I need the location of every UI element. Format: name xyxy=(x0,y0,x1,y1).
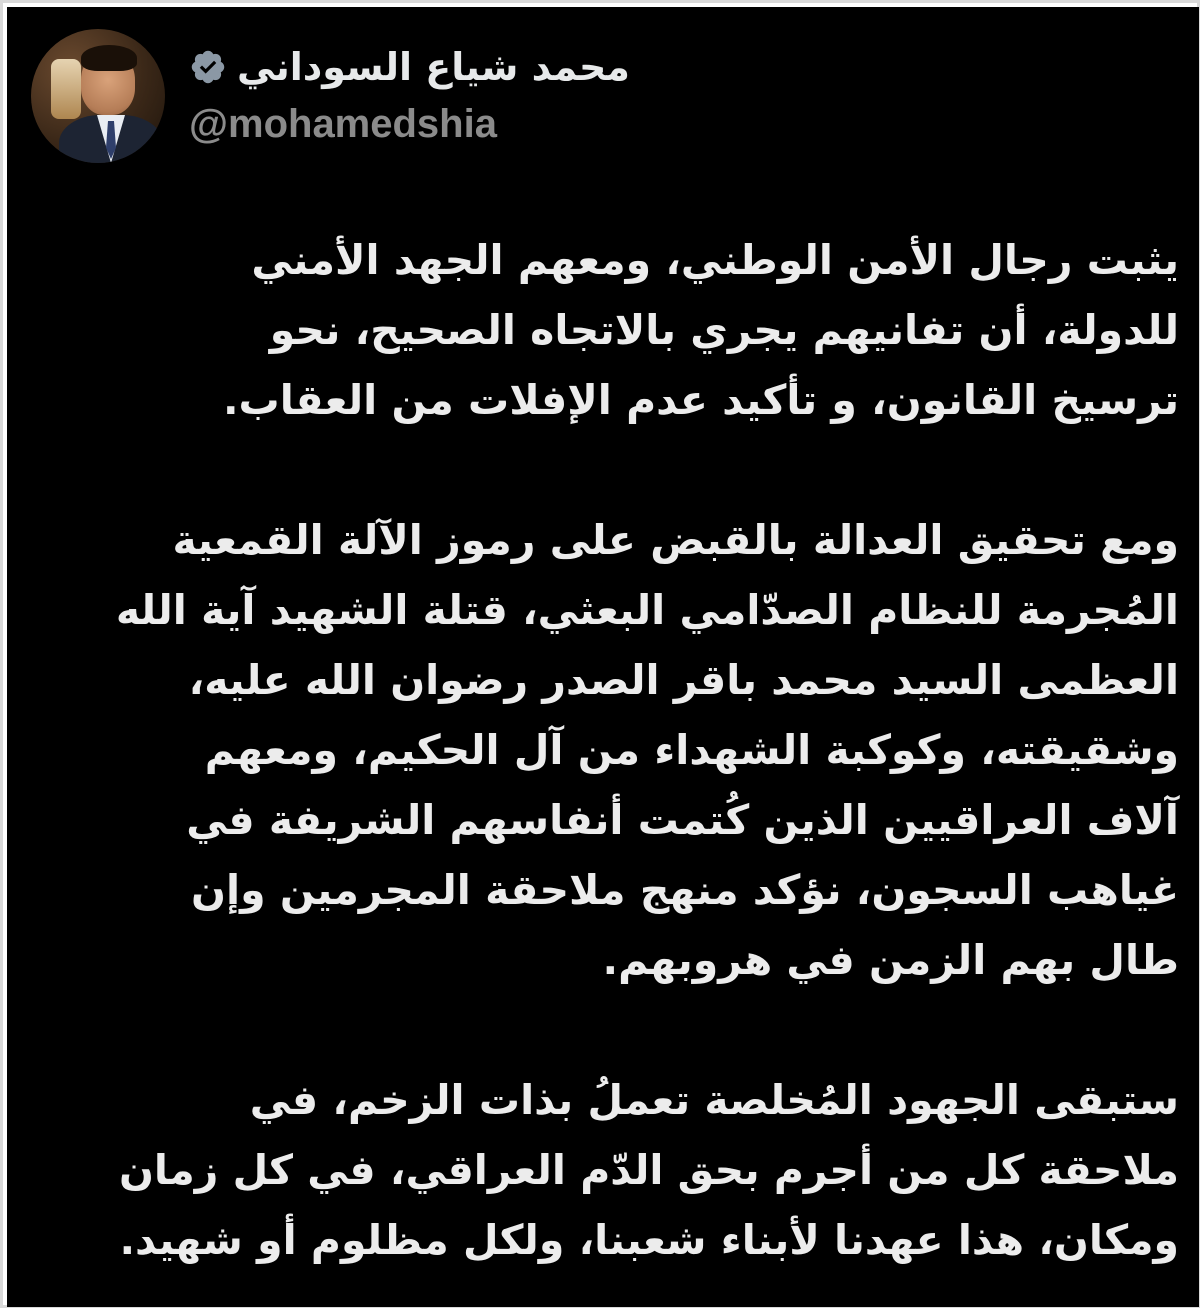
paragraph-gap xyxy=(29,435,1179,505)
tweet-line: ومكان، هذا عهدنا لأبناء شعبنا، ولكل مظلوم أو شهيد. xyxy=(119,1216,1179,1264)
tweet-line: غياهب السجون، نؤكد منهج ملاحقة المجرمين وإن xyxy=(191,866,1179,914)
tweet-line: للدولة، أن تفانيهم يجري بالاتجاه الصحيح، نحو xyxy=(269,306,1179,354)
tweet-text xyxy=(29,225,1179,1275)
author-handle[interactable]: @mohamedshia xyxy=(189,102,497,146)
tweet-line: ترسيخ القانون، و تأكيد عدم الإفلات من العقاب. xyxy=(222,376,1179,424)
tweet-line: طال بهم الزمن في هروبهم. xyxy=(602,936,1179,984)
tweet-line: العظمى السيد محمد باقر الصدر رضوان الله عليه، xyxy=(188,656,1179,704)
tweet-line: ستبقى الجهود المُخلصة تعملُ بذات الزخم، في xyxy=(249,1076,1179,1124)
tweet-line: وشقيقته، وكوكبة الشهداء من آل الحكيم، ومعهم xyxy=(204,726,1179,774)
tweet-line: يثبت رجال الأمن الوطني، ومعهم الجهد الأمني xyxy=(251,236,1179,284)
avatar-hair xyxy=(81,45,137,71)
avatar-background xyxy=(51,59,81,119)
author-display-name[interactable]: محمد شياع السوداني xyxy=(237,45,630,89)
author-info xyxy=(189,41,630,151)
tweet-header xyxy=(31,29,630,163)
tweet-line: آلاف العراقيين الذين كُتمت أنفاسهم الشريفة في xyxy=(186,796,1179,844)
tweet-paragraph-1 xyxy=(29,225,1179,435)
tweet-paragraph-2 xyxy=(29,505,1179,995)
verified-badge-icon xyxy=(189,48,227,86)
tweet-card xyxy=(7,7,1199,1307)
paragraph-gap xyxy=(29,995,1179,1065)
tweet-line: ومع تحقيق العدالة بالقبض على رموز الآلة القمعية xyxy=(172,516,1179,564)
tweet-paragraph-3 xyxy=(29,1065,1179,1275)
tweet-line: ملاحقة كل من أجرم بحق الدّم العراقي، في كل زمان xyxy=(118,1146,1179,1194)
author-avatar[interactable] xyxy=(31,29,165,163)
tweet-line: المُجرمة للنظام الصدّامي البعثي، قتلة الشهيد آية الله xyxy=(115,586,1179,634)
name-row xyxy=(189,41,630,93)
